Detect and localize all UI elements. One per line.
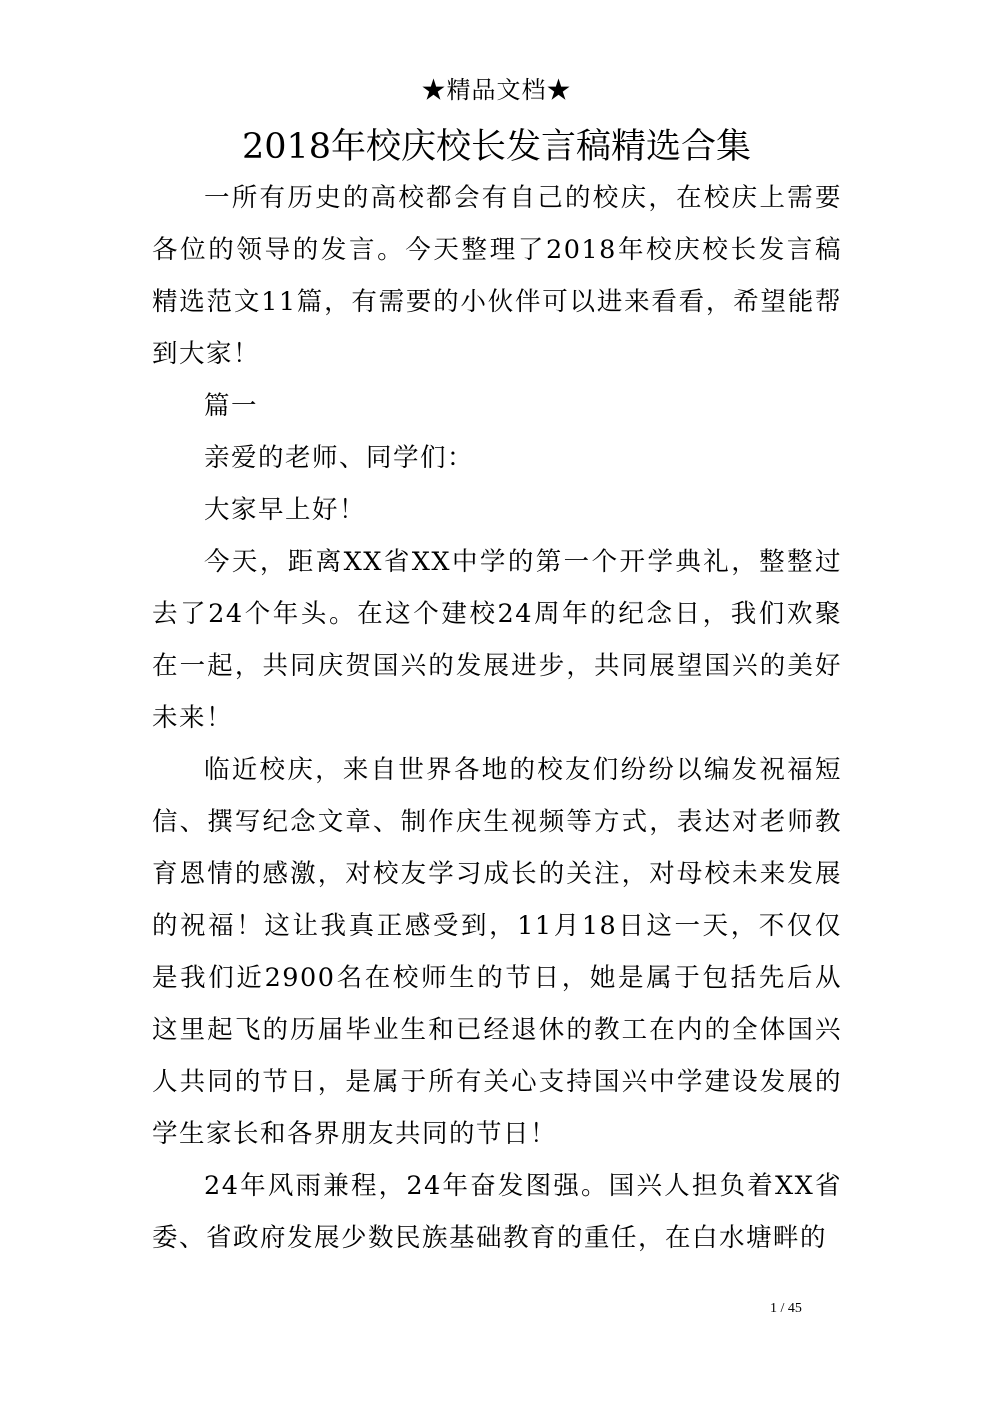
- paragraph-body: 24年风雨兼程，24年奋发图强。国兴人担负着XX省委、省政府发展少数民族基础教育的重任，在白水塘畔的: [152, 1171, 842, 1253]
- page-number: 1 / 45: [770, 1301, 802, 1316]
- header-mark: ★精品文档★: [421, 76, 572, 104]
- paragraph-salutation: 亲爱的老师、同学们：: [204, 443, 475, 473]
- paragraph-section-heading: 篇一: [204, 391, 259, 421]
- paragraph-body: 临近校庆，来自世界各地的校友们纷纷以编发祝福短信、撰写纪念文章、制作庆生视频等方式，表达对老师教育恩情的感激，对校友学习成长的关注，对母校未来发展的祝福！这让我真正感受到，11月18日这一天，不仅仅是我们近2900名在校师生的节日，她是属于包括先后从这里起飞的历届毕业生和已经退休的教工在内的全体国兴人共同的节日，是属于所有关心支持国兴中学建设发展的学生家长和各界朋友共同的节日！: [152, 755, 842, 1149]
- document-body: [152, 172, 842, 1264]
- paragraph-greeting: 大家早上好！: [204, 495, 367, 525]
- document-title: 2018年校庆校长发言稿精选合集: [241, 127, 752, 167]
- paragraph-intro: 一所有历史的高校都会有自己的校庆，在校庆上需要各位的领导的发言。今天整理了2018年校庆校长发言稿精选范文11篇，有需要的小伙伴可以进来看看，希望能帮到大家！: [152, 183, 842, 369]
- paragraph-body: 今天，距离XX省XX中学的第一个开学典礼，整整过去了24个年头。在这个建校24周年的纪念日，我们欢聚在一起，共同庆贺国兴的发展进步，共同展望国兴的美好未来！: [152, 547, 842, 733]
